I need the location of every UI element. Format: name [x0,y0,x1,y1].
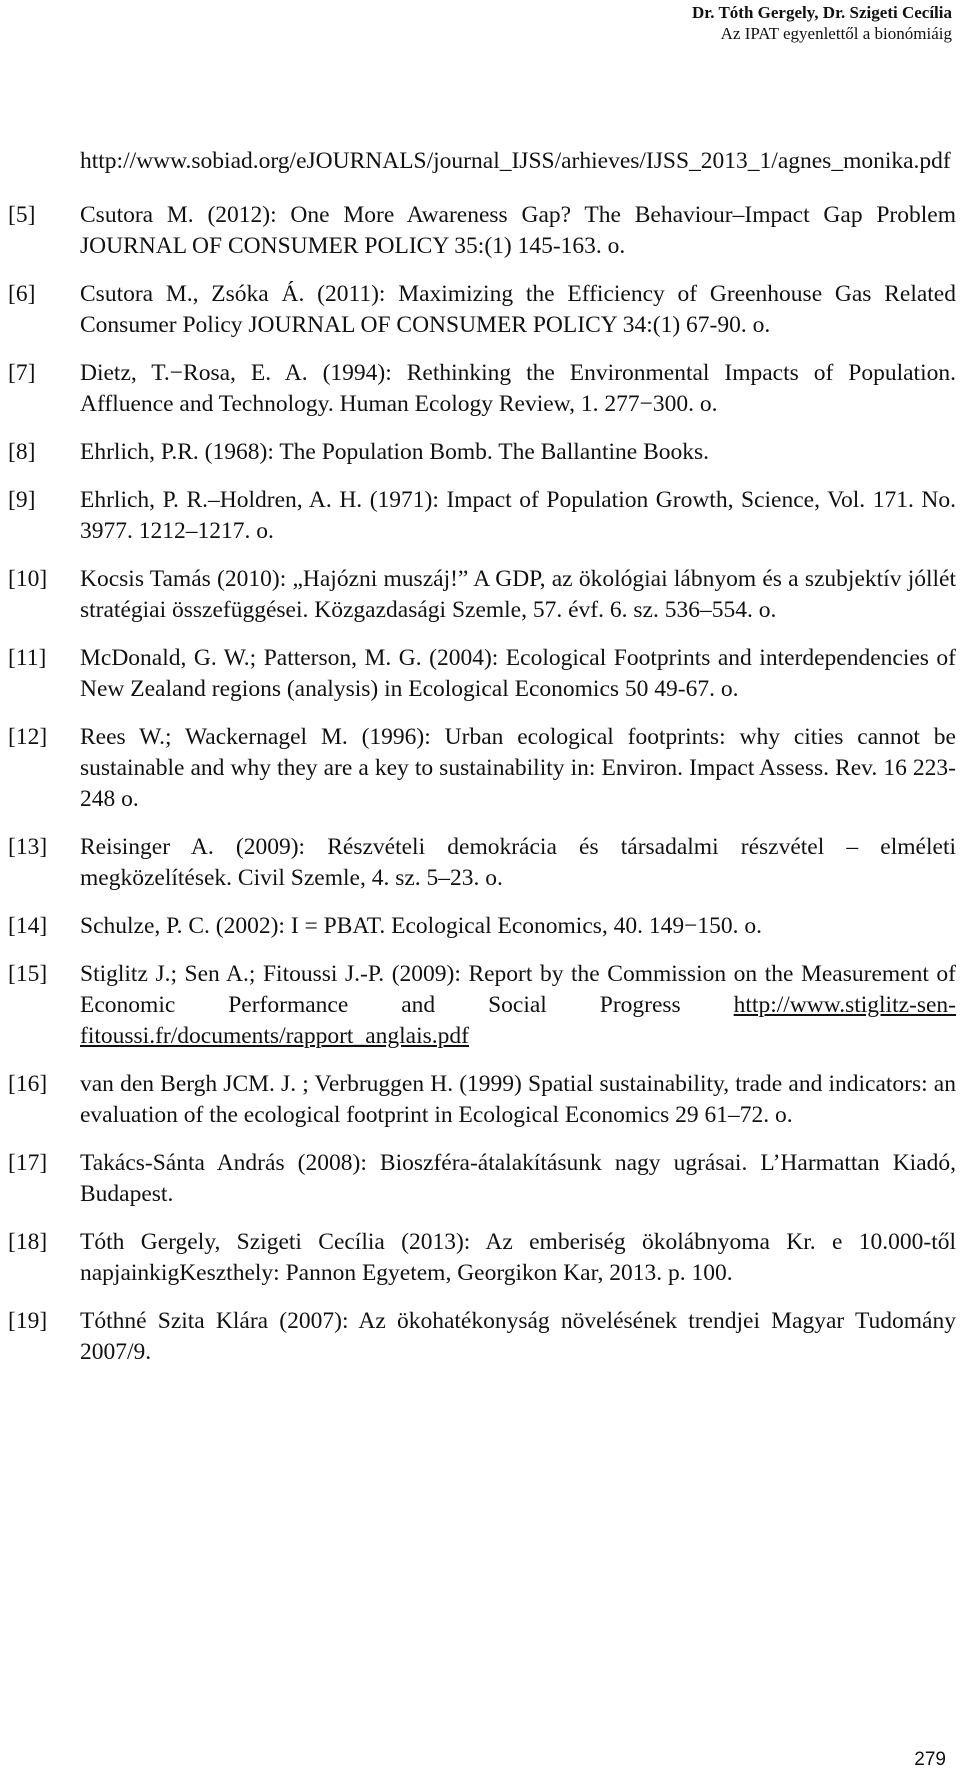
reference-item [8,200,956,262]
header-subtitle: Az IPAT egyenlettől a bionómiáig [720,24,952,43]
reference-item [8,437,956,468]
reference-text: Csutora M., Zsóka Á. (2011): Maximizing the Efficiency of Greenhouse Gas Related Consumer Policy JOURNAL OF CONSUMER POLICY 34:(1) 67-90. o. [80,281,956,338]
reference-text: Kocsis Tamás (2010): „Hajózni muszáj!” A GDP, az ökológiai lábnyom és a szubjektív jóllét stratégiai összefüggései. Közgazdasági Szemle, 57. évf. 6. sz. 536–554. o. [80,566,956,623]
reference-continuation [8,146,956,177]
reference-item [8,911,956,942]
reference-number: [17] [8,1150,48,1176]
reference-item [8,358,956,420]
reference-item [8,1306,956,1368]
reference-number: [9] [8,487,36,513]
reference-item [8,722,956,815]
reference-text: Tóth Gergely, Szigeti Cecília (2013): Az emberiség ökolábnyoma Kr. e 10.000-től napjainkigKeszthely: Pannon Egyetem, Georgikon Kar, 2013. p. 100. [80,1229,956,1286]
reference-number: [16] [8,1071,48,1097]
reference-item [8,1148,956,1210]
reference-item [8,1069,956,1131]
reference-item [8,485,956,547]
reference-text: McDonald, G. W.; Patterson, M. G. (2004): Ecological Footprints and interdependencies of New Zealand regions (analysis) in Ecological Economics 50 49-67. o. [80,645,956,702]
reference-number: [11] [8,645,47,671]
reference-item [8,643,956,705]
reference-text: Stiglitz J.; Sen A.; Fitoussi J.-P. (2009): Report by the Commission on the Measurement of Economic Performance and Social Progress [80,961,956,1018]
header-authors: Dr. Tóth Gergely, Dr. Szigeti Cecília [691,3,952,22]
reference-text-with-link [80,959,956,1052]
reference-text: Reisinger A. (2009): Részvételi demokrácia és társadalmi részvétel – elméleti megközelítések. Civil Szemle, 4. sz. 5–23. o. [80,834,956,891]
reference-text: Takács-Sánta András (2008): Bioszféra-átalakításunk nagy ugrásai. L’Harmattan Kiadó, Budapest. [80,1150,956,1207]
reference-item [8,959,956,1052]
reference-item [8,279,956,341]
reference-number: [18] [8,1229,48,1255]
reference-link[interactable]: http://www.stiglitz-sen-fitoussi.fr/documents/rapport_anglais.pdf [80,992,957,1049]
page-number: 279 [914,1749,946,1770]
reference-text: Rees W.; Wackernagel M. (1996): Urban ecological footprints: why cities cannot be sustainable and why they are a key to sustainability in: Environ. Impact Assess. Rev. 16 223-248 o. [80,724,956,812]
reference-text: Ehrlich, P.R. (1968): The Population Bomb. The Ballantine Books. [80,439,710,465]
reference-text: Ehrlich, P. R.–Holdren, A. H. (1971): Impact of Population Growth, Science, Vol. 171. No. 3977. 1212–1217. o. [80,487,956,544]
running-header [692,2,952,44]
reference-item [8,1227,956,1289]
continuation-url: http://www.sobiad.org/eJOURNALS/journal_IJSS/arhieves/IJSS_2013_1/agnes_monika.pdf [80,148,951,174]
reference-number: [19] [8,1308,48,1334]
reference-text: Tóthné Szita Klára (2007): Az ökohatékonyság növelésének trendjei Magyar Tudomány 2007/9. [80,1308,956,1365]
reference-number: [14] [8,913,48,939]
reference-number: [5] [8,202,36,228]
reference-number: [10] [8,566,48,592]
reference-text: Csutora M. (2012): One More Awareness Gap? The Behaviour–Impact Gap Problem JOURNAL OF CONSUMER POLICY 35:(1) 145-163. o. [80,202,956,259]
reference-text: Schulze, P. C. (2002): I = PBAT. Ecological Economics, 40. 149−150. o. [80,913,763,939]
reference-text: van den Bergh JCM. J. ; Verbruggen H. (1999) Spatial sustainability, trade and indicators: an evaluation of the ecological footprint in Ecological Economics 29 61–72. o. [80,1071,956,1128]
reference-number: [7] [8,360,36,386]
reference-number: [12] [8,724,48,750]
reference-item [8,564,956,626]
reference-number: [6] [8,281,36,307]
reference-number: [8] [8,439,36,465]
reference-list [8,146,956,1385]
reference-number: [15] [8,961,48,987]
reference-number: [13] [8,834,48,860]
reference-text: Dietz, T.−Rosa, E. A. (1994): Rethinking the Environmental Impacts of Population. Affluence and Technology. Human Ecology Review, 1. 277−300. o. [80,360,956,417]
reference-item [8,832,956,894]
